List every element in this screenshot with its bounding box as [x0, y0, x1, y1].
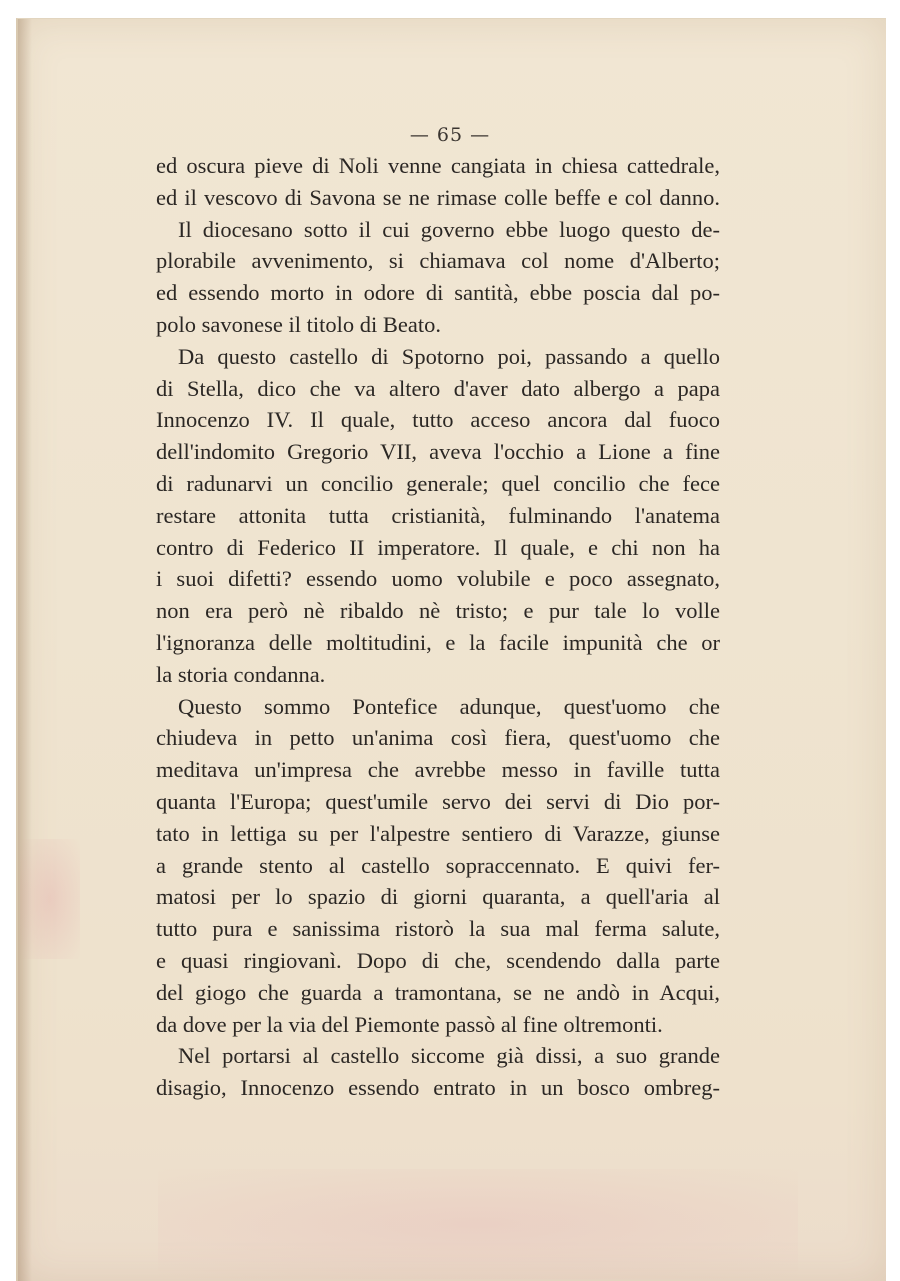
text-line: da dove per la via del Piemonte passò al fine oltremonti. — [156, 1011, 663, 1037]
text-line: meditava un'impresa che avrebbe messo in faville tutta — [156, 757, 720, 783]
text-line: disagio, Innocenzo essendo entrato in un bosco ombreg- — [156, 1075, 720, 1101]
text-line: chiudeva in petto un'anima così fiera, quest'uomo che — [156, 725, 720, 751]
text-line: di radunarvi un concilio generale; quel concilio che fece — [156, 470, 720, 496]
text-line: Nel portarsi al castello siccome già dissi, a suo grande — [178, 1043, 720, 1069]
text-line: tato in lettiga su per l'alpestre sentiero di Varazze, giunse — [156, 820, 720, 846]
text-line: contro di Federico II imperatore. Il quale, e chi non ha — [156, 534, 720, 560]
text-line: plorabile avvenimento, si chiamava col nome d'Alberto; — [156, 248, 720, 274]
text-line: Da questo castello di Spotorno poi, passando a quello — [178, 343, 720, 369]
text-line: e quasi ringiovanì. Dopo di che, scendendo dalla parte — [156, 947, 720, 973]
text-line: di Stella, dico che va altero d'aver dato albergo a papa — [156, 375, 720, 401]
text-line: matosi per lo spazio di giorni quaranta, a quell'aria al — [156, 884, 720, 910]
page-number: — 65 — — [409, 124, 491, 146]
text-line: ed oscura pieve di Noli venne cangiata in chiesa cattedrale, — [156, 153, 720, 178]
text-line: polo savonese il titolo di Beato. — [156, 311, 441, 337]
paper-stain — [158, 1169, 798, 1279]
text-line: l'ignoranza delle moltitudini, e la facile impunità che or — [156, 629, 720, 655]
text-line: ed il vescovo di Savona se ne rimase colle beffe e col danno. — [156, 184, 720, 210]
body-text — [156, 150, 720, 1104]
text-line: la storia condanna. — [156, 661, 326, 687]
text-line: Il diocesano sotto il cui governo ebbe luogo questo de- — [178, 216, 720, 242]
text-line: del giogo che guarda a tramontana, se ne andò in Acqui, — [156, 979, 720, 1005]
text-line: non era però nè ribaldo nè tristo; e pur tale lo volle — [156, 598, 720, 624]
paper-stain — [20, 839, 80, 959]
text-line: quanta l'Europa; quest'umile servo dei servi di Dio por- — [156, 788, 720, 814]
binding-shadow — [18, 19, 32, 1281]
text-line: i suoi difetti? essendo uomo volubile e poco assegnato, — [156, 566, 720, 592]
text-line: restare attonita tutta cristianità, fulminando l'anatema — [156, 502, 720, 528]
text-line: Innocenzo IV. Il quale, tutto acceso ancora dal fuoco — [156, 407, 720, 433]
text-line: ed essendo morto in odore di santità, ebbe poscia dal po- — [156, 280, 720, 306]
text-line: tutto pura e sanissima ristorò la sua mal ferma salute, — [156, 916, 720, 942]
text-line: a grande stento al castello sopraccennato. E quivi fer- — [156, 852, 720, 878]
text-line: Questo sommo Pontefice adunque, quest'uomo che — [178, 693, 720, 719]
text-line: dell'indomito Gregorio VII, aveva l'occhio a Lione a fine — [156, 439, 720, 465]
